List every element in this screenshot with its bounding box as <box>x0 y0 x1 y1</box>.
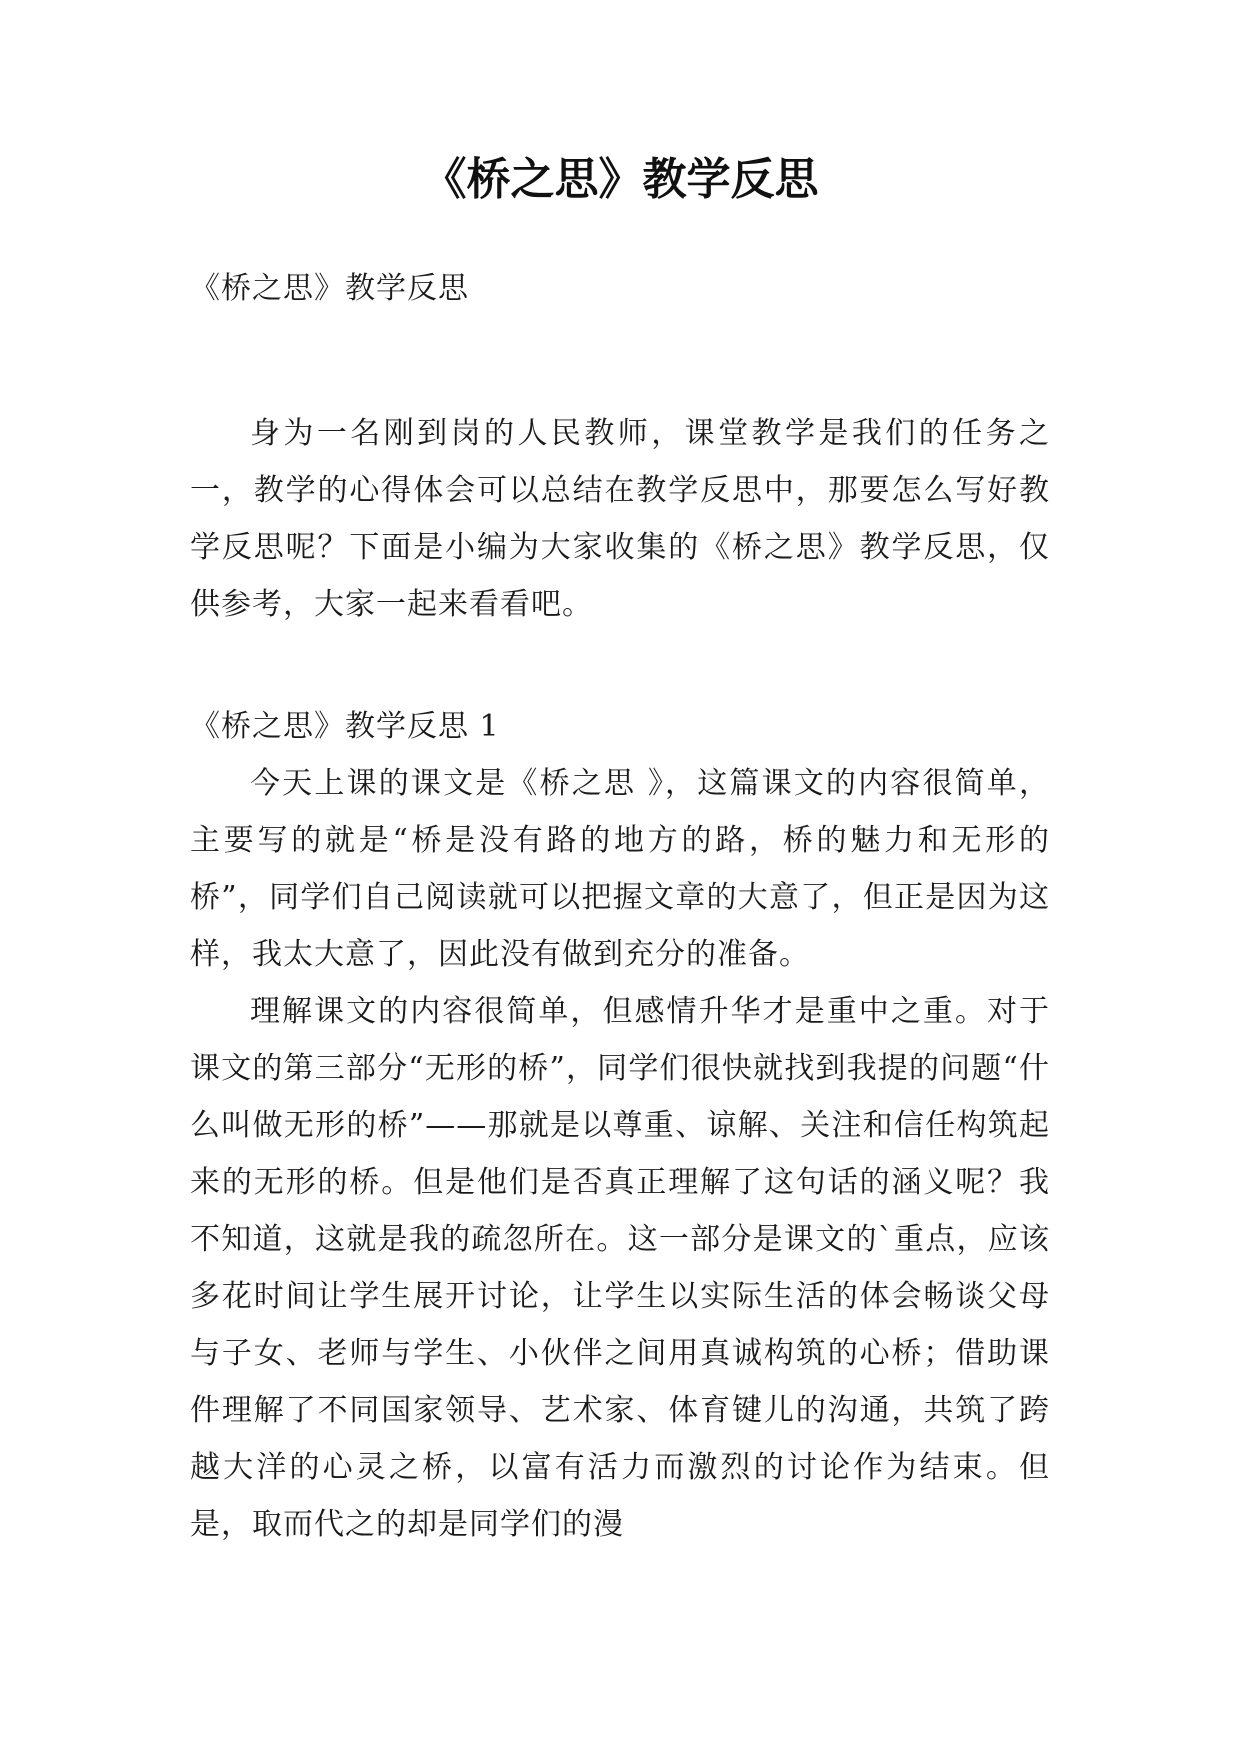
section-paragraph-1: 今天上课的课文是《桥之思 》，这篇课文的内容很简单，主要写的就是“桥是没有路的地方的路，桥的魅力和无形的桥”，同学们自己阅读就可以把握文章的大意了，但正是因为这样，我太大意了，因此没有做到充分的准备。 <box>190 766 1050 972</box>
intro-block <box>190 405 1050 633</box>
section-heading: 《桥之思》教学反思 1 <box>190 709 500 744</box>
section-paragraph-2: 理解课文的内容很简单，但感情升华才是重中之重。对于课文的第三部分“无形的桥”，同学们很快就找到我提的问题“什么叫做无形的桥”——那就是以尊重、谅解、关注和信任构筑起来的无形的桥。但是他们是否真正理解了这句话的涵义呢？我不知道，这就是我的疏忽所在。这一部分是课文的`重点，应该多花时间让学生展开讨论，让学生以实际生活的体会畅谈父母与子女、老师与学生、小伙伴之间用真诚构筑的心桥；借助课件理解了不同国家领导、艺术家、体育键儿的沟通，共筑了跨越大洋的心灵之桥，以富有活力而激烈的讨论作为结束。但是，取而代之的却是同学们的漫 <box>190 994 1050 1542</box>
document-subtitle: 《桥之思》教学反思 <box>190 271 469 306</box>
document-title: 《桥之思》教学反思 <box>422 154 819 205</box>
section-body <box>190 755 1050 1553</box>
intro-paragraph: 身为一名刚到岗的人民教师，课堂教学是我们的任务之一，教学的心得体会可以总结在教学反思中，那要怎么写好教学反思呢？下面是小编为大家收集的《桥之思》教学反思，仅供参考，大家一起来看看吧。 <box>190 416 1050 622</box>
